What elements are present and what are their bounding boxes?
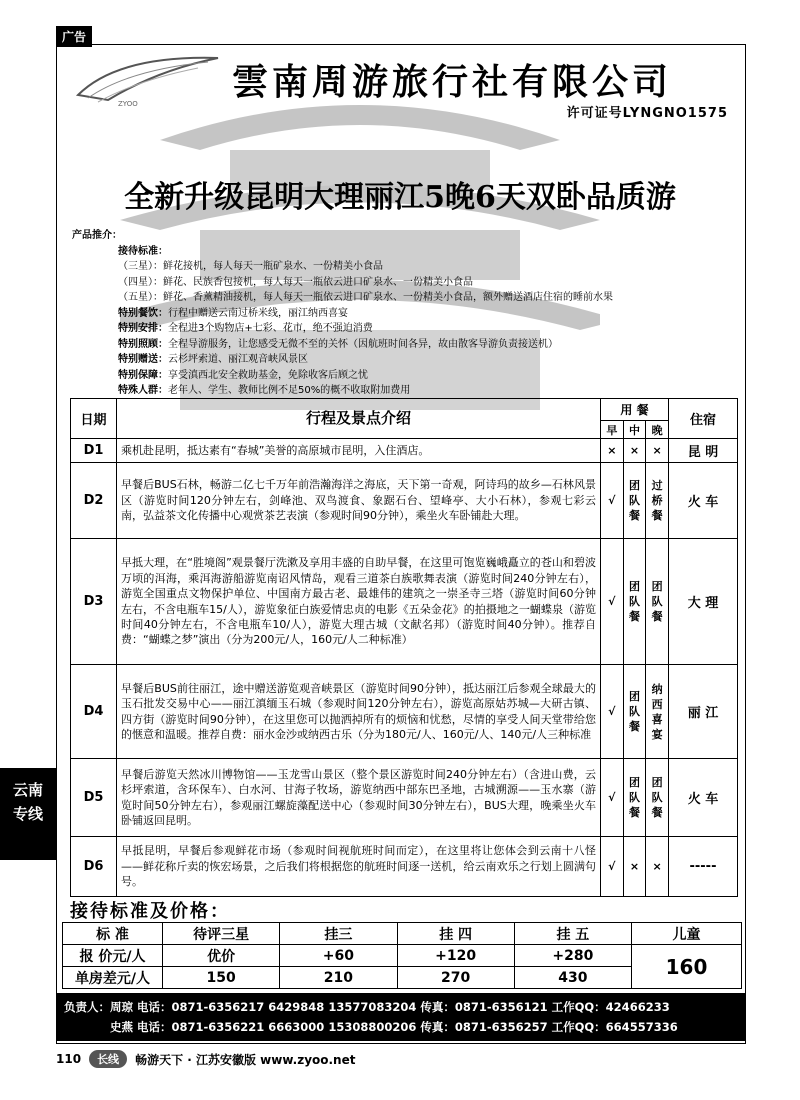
service-heading: 接待标准： — [118, 245, 168, 257]
company-name: 雲南周游旅行社有限公司 — [232, 62, 673, 103]
itinerary-row: D1 乘机赴昆明，抵达素有“春城”美誉的高原城市昆明，入住酒店。 × × × 昆 明 — [71, 439, 738, 463]
side-tab: 云南 专线 — [0, 768, 56, 860]
contact-line: 史燕 电话：0871-6356221 6663000 15308800206 传真：0871-6356257 工作QQ：664557336 — [110, 1020, 678, 1034]
pricing-table — [62, 922, 742, 989]
price-cell: 优价 — [163, 945, 280, 967]
itinerary-row: D3 早抵大理，在“胜境阁”观景餐厅洗漱及享用丰盛的自助早餐，在这里可饱览巍峨矗立的苍山和碧波万顷的洱海，乘洱海游船游览南诏风情岛，观看三道茶白族歌舞表演（游览时间240分钟左右），游览全国重点文物保护单位、中国南方最古老、最雄伟的建筑之一崇圣寺三塔（游览时间60分钟左右，不含电瓶车15/人），游览象征白族爱情忠贞的电影《五朵金花》的拍摄地之一蝴蝶泉（游览时间40分钟左右，不含电瓶车10/人），游览大理古城（文献名邦）（游览时间40分钟）。推荐自费：“蝴蝶之梦”演出（分为200元/人，160元/人二种标准） √ 团队餐 团队餐 大 理 — [71, 539, 738, 665]
header-desc: 行程及景点介绍 — [117, 399, 601, 439]
product-intro — [72, 228, 712, 399]
price-header: 挂三 — [280, 923, 397, 945]
price-row-label: 报 价元/人 — [63, 945, 163, 967]
price-cell: 210 — [280, 967, 397, 989]
child-price: 160 — [632, 945, 742, 989]
price-cell: 270 — [397, 967, 514, 989]
header-dinner: 晚 — [646, 421, 669, 439]
header-lunch: 中 — [623, 421, 646, 439]
price-cell: 150 — [163, 967, 280, 989]
header-breakfast: 早 — [601, 421, 624, 439]
price-cell: 430 — [514, 967, 631, 989]
standard-3star: （三星）：鲜花接机，每人每天一瓶矿泉水、一份精美小食品 — [118, 261, 383, 272]
price-row-label: 单房差元/人 — [63, 967, 163, 989]
itinerary-row: D2 早餐后BUS石林，畅游二亿七千万年前浩瀚海洋之海底，天下第一奇观，阿诗玛的故乡—石林风景区（游览时间120分钟左右，剑峰池、双鸟渡食、象踞石台、望峰亭、大小石林），参观七彩云南，弘益茶文化传播中心观赏茶艺表演（参观时间90分钟），乘坐火车卧铺赴大理。 √ 团队餐 过桥餐 火 车 — [71, 463, 738, 539]
special-care: 特别照顾：全程导游服务，让您感受无微不至的关怀（因航班时间各异，故由散客导游负责接送机） — [118, 338, 558, 350]
itinerary-row: D4 早餐后BUS前往丽江，途中赠送游览观音峡景区（游览时间90分钟），抵达丽江后参观全球最大的玉石批发交易中心——丽江滇缅玉石城（参观时间120分钟左右），游览高原姑苏城—大研古镇、四方街（游览时间90分钟），在这里您可以抛洒掉所有的烦恼和忧愁，尽情的享受人间天堂带给您的惬意和温暖。推荐自费：丽水金沙或纳西古乐（分为180元/人、160元/人、140元/人三种标准 √ 团队餐 纳西喜宴 丽 江 — [71, 665, 738, 759]
itinerary-row: D5 早餐后游览天然冰川博物馆——玉龙雪山景区（整个景区游览时间240分钟左右）（含进山费，云杉坪索道，含环保车）、白水河、甘海子牧场，游览纳西中部东巴圣地，古城溯源——玉水寨（游览时间50分钟左右），参观丽江螺旋藻配送中心（参观时间30分钟左右），BUS大理，晚乘坐火车卧铺返回昆明。 √ 团队餐 团队餐 火 车 — [71, 759, 738, 837]
price-cell: +60 — [280, 945, 397, 967]
pricing-title: 接待标准及价格： — [70, 901, 230, 922]
special-dining: 特别餐饮：行程中赠送云南过桥米线，丽江纳西喜宴 — [118, 307, 348, 319]
ad-tag: 广告 — [56, 26, 92, 47]
itinerary-row: D6 早抵昆明，早餐后参观鲜花市场（参观时间视航班时间而定），在这里将让您体会到云南十八怪——鲜花称斤卖的恢宏场景，之后我们将根据您的航班时间逐一送机，给云南欢乐之行划上圆满句号。 √ × × ----- — [71, 837, 738, 897]
section-pill: 长线 — [89, 1050, 127, 1068]
price-header: 挂 五 — [514, 923, 631, 945]
standard-4star: （四星）：鲜花、民族香包接机，每人每天一瓶依云进口矿泉水、一份精美小食品 — [118, 276, 473, 288]
footer-text: 畅游天下 · 江苏安徽版 www.zyoo.net — [135, 1052, 356, 1067]
header-day: 日期 — [71, 399, 117, 439]
product-heading: 产品推介： — [72, 230, 122, 241]
contact-line: 负责人：周琼 电话：0871-6356217 6429848 13577083204 传真：0871-6356121 工作QQ：42466233 — [64, 1000, 670, 1014]
contact-bar — [56, 993, 746, 1041]
price-header: 儿童 — [632, 923, 742, 945]
special-arrangement: 特别安排：全程进3个购物店+七彩、花市，绝不强迫消费 — [118, 323, 373, 334]
itinerary-table — [70, 398, 738, 897]
header-stay: 住宿 — [669, 399, 738, 439]
page-footer — [56, 1050, 355, 1068]
company-logo — [68, 50, 228, 110]
price-header: 待评三星 — [163, 923, 280, 945]
header-meals: 用 餐 — [601, 399, 669, 421]
page-number: 110 — [56, 1052, 82, 1066]
price-cell: +280 — [514, 945, 631, 967]
standard-5star: （五星）：鲜花、香薰精油接机，每人每天一瓶依云进口矿泉水、一份精美小食品，额外赠送酒店住宿的睡前水果 — [118, 292, 613, 303]
license-number: 许可证号LYNGNO1575 — [566, 106, 728, 121]
headline: 全新升级昆明大理丽江5晚6天双卧品质游 — [124, 180, 676, 215]
svg-text:ZYOO: ZYOO — [118, 100, 138, 108]
special-guarantee: 特别保障：享受滇西北安全救助基金，免除收客后顾之忧 — [118, 369, 368, 381]
price-header: 挂 四 — [397, 923, 514, 945]
price-header: 标 准 — [63, 923, 163, 945]
price-cell: +120 — [397, 945, 514, 967]
special-gift: 特别赠送：云杉坪索道、丽江观音峡风景区 — [118, 354, 308, 365]
special-groups: 特殊人群：老年人、学生、教师比例不足50%的概不收取附加费用 — [118, 385, 411, 396]
